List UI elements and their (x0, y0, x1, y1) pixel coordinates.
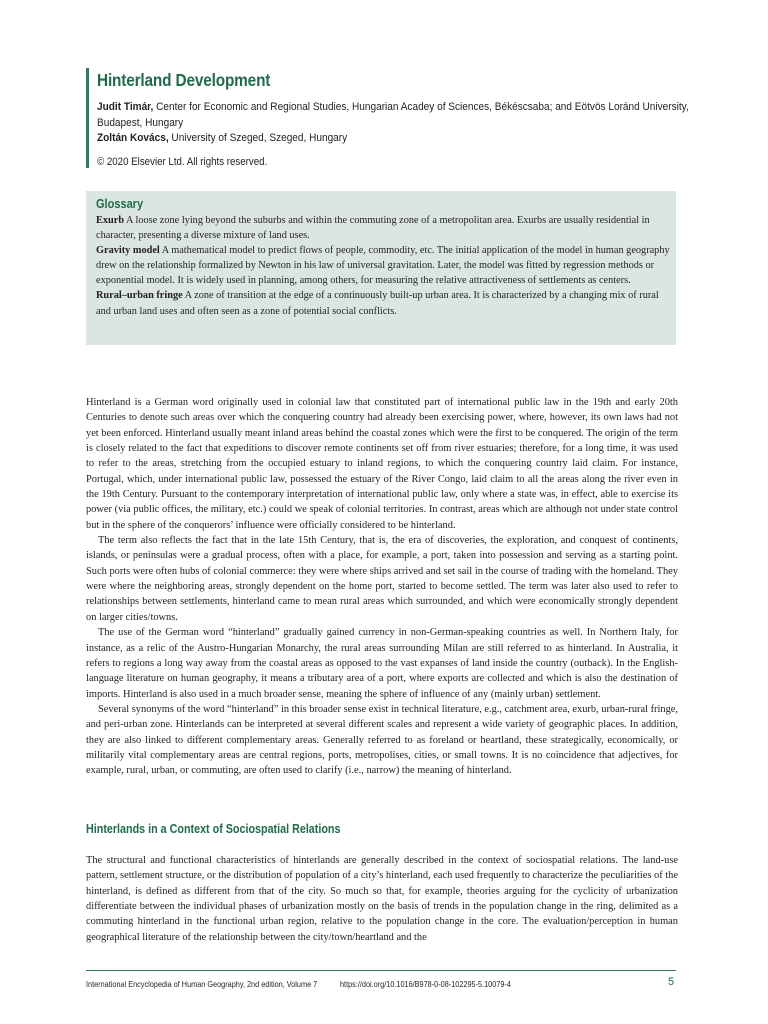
article-header (86, 68, 697, 168)
footer-divider (86, 970, 676, 971)
author-affiliation: Center for Economic and Regional Studies, Hungarian Acadey of Sciences, Békéscsaba; and Eötvös Loránd University, Budapest, Hungary (97, 101, 689, 129)
glossary-definition: A loose zone lying beyond the suburbs and within the commuting zone of a metropolitan area. Exurbs are usually residential in character, presenting a diverse mixture of land uses. (96, 215, 650, 242)
page-number: 5 (668, 976, 675, 988)
author-list (97, 100, 691, 147)
article-body (86, 395, 678, 779)
footer-doi-link[interactable]: https://doi.org/10.1016/B978-0-08-102295-5.10079-4 (340, 979, 511, 989)
section-body (86, 853, 678, 945)
article-title: Hinterland Development (97, 70, 271, 90)
glossary-box (86, 191, 676, 345)
author-entry (97, 131, 691, 147)
glossary-term: Gravity model (96, 245, 160, 257)
glossary-heading: Glossary (96, 197, 144, 211)
author-entry (97, 100, 691, 131)
glossary-term: Exurb (96, 215, 125, 226)
glossary-entry (96, 213, 671, 243)
glossary-term: Rural–urban fringe (96, 290, 183, 302)
body-paragraph: The structural and functional characteristics of hinterlands are generally described in the context of sociospatial relations. The land-use pattern, settlement structure, or the distribution of population of a city’s hinterland, each used frequently to characterize the peculiarities of the hinterland, is defined as different from that of the city. So much so that, for example, theories arguing for the cyclicity of urbanization differentiate between the individual phases of urbanization mostly on the basis of trends in the population change in the ring, delimited as a commuting hinterland in the functional urban region, relative to the population change in the core. The evaluation/perception in human geographical literature of the relationship between the city/town/heartland and the (86, 855, 678, 943)
author-name: Zoltán Kovács, (97, 132, 169, 144)
footer-source: International Encyclopedia of Human Geography, 2nd edition, Volume 7 (86, 979, 318, 989)
section-heading: Hinterlands in a Context of Sociospatial Relations (86, 822, 341, 836)
author-affiliation: University of Szeged, Szeged, Hungary (168, 132, 348, 144)
body-paragraph: The term also reflects the fact that in the late 15th Century, that is, the era of discoveries, the exploration, and conquest of continents, islands, or peninsulas were a gradual process, often with a place, for example, a port, taken into possession and serving as a starting point. Such ports were often hubs of colonial commerce: they were where ships arrived and set sail in the course of trading with the homeland. They were where the neighboring areas, strongly dependent on the home port, started to become settled. The term was later also used to refer to relationships between settlements, hinterland came to mean rural areas which surrounded, and which were economically strongly dependent on larger cities/towns. (86, 535, 678, 623)
body-paragraph: The use of the German word “hinterland” gradually gained currency in non-German-speaking countries as well. In Northern Italy, for instance, as a relic of the Austro-Hungarian Monarchy, the rural areas surrounding Milan are still referred to as hinterland. In Australia, it refers to regions a long way away from the coastal areas as opposed to the vast expanses of land inside the country (outback). In the English-language literature on human geography, it means a tributary area of a port, where exports are collected and which is also the destination of imports. Hinterland is also used in a much broader sense, meaning the sphere of influence of any (mainly urban) settlement. (86, 627, 678, 700)
glossary-entry (96, 288, 671, 318)
glossary-entry (96, 243, 671, 288)
copyright-notice: © 2020 Elsevier Ltd. All rights reserved. (97, 155, 268, 168)
author-name: Judit Timár, (97, 101, 154, 113)
glossary-definition: A mathematical model to predict flows of people, commodity, etc. The initial application of the model in human geography drew on the relationship formalized by Newton in his law of universal gravitation. Later, the model was fitted by regression methods or exponential model. It is widely used in planning, among others, for measuring the relative attractiveness of settlements as centers. (96, 245, 670, 287)
glossary-definition: A zone of transition at the edge of a continuously built-up urban area. It is characterized by a changing mix of rural and urban land uses and often seen as a zone of potential social conflicts. (96, 290, 659, 317)
body-paragraph: Several synonyms of the word “hinterland” in this broader sense exist in technical literature, e.g., catchment area, exurb, urban-rural fringe, and peri-urban zone. Hinterlands can be interpreted at several different scales and represent a wide variety of geographic places. In addition, they are also linked to different complementary areas. Generally referred to as foreland or heartland, these strategically, economically, or militarily vital complementary areas are central regions, ports, metropolises, cities, or small towns. It is no coincidence that adjectives, for example, rural, urban, or commuting, are often used to clarify (i.e., narrow) the meaning of hinterland. (86, 703, 678, 777)
body-paragraph: Hinterland is a German word originally used in colonial law that constituted part of international public law in the 19th and early 20th Centuries to denote such areas over which the conquering country had already been exercising power, where, however, its own laws had not yet been enforced. Hinterland usually meant inland areas behind the coastal zones which were the first to be conquered. The origin of the term is closely related to the fact that expeditions to discover remote continents set off from river estuaries; therefore, for a long time, it was used to refer to the areas, stretching from the occupied estuary to inland regions, to which the conquering country laid claim. For instance, Portugal, which, under international public law, possessed the estuary of the River Congo, laid claim to all the areas along the river even in the 19th Century. Pursuant to the contemporary interpretation of international public law, only where a state was, in effect, able to exercise its power (via public offices, the military, etc.) could we speak of colonial territories. In contrast, areas which are although not under state control but in the sphere of the conquerors’ influence were officially considered to be hinterland. (86, 397, 678, 531)
